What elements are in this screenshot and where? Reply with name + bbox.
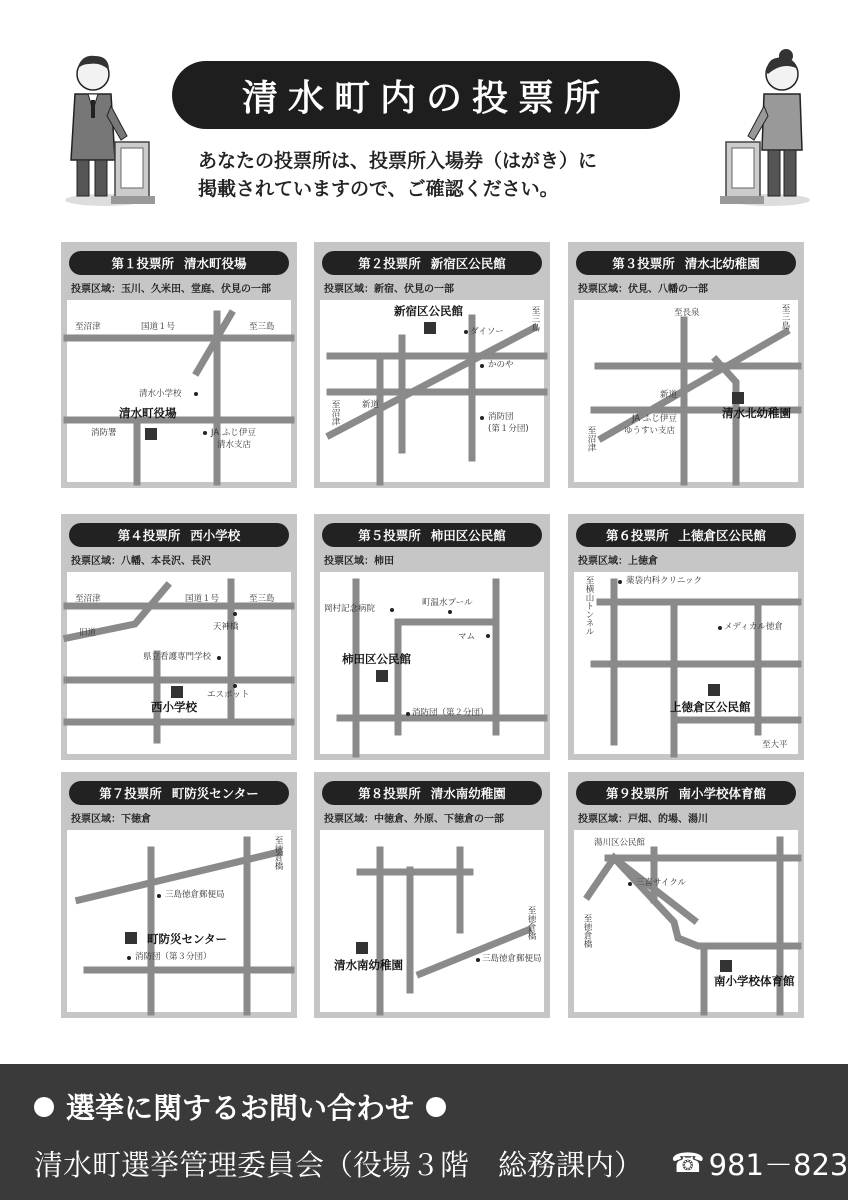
page-title: 清水町内の投票所 [172, 61, 680, 129]
landmark-dot [233, 684, 237, 688]
polling-place-6-name: 上徳倉区公民館 [678, 528, 767, 543]
contact-heading-text: 選挙に関するお問い合わせ [66, 1091, 415, 1125]
map-label: 新道 [660, 390, 678, 400]
polling-place-marker [125, 932, 137, 944]
polling-place-4-header [69, 523, 289, 547]
map-label: 湯川区公民館 [594, 838, 646, 848]
polling-place-7-name: 町防災センター [171, 786, 259, 801]
landmark-dot [480, 364, 484, 368]
polling-place-3-header [576, 251, 796, 275]
landmark-dot [203, 431, 207, 435]
polling-place-9-number: 第９投票所 [605, 786, 669, 801]
map-label: 至三島 [530, 306, 540, 332]
landmark-dot [390, 608, 394, 612]
map-label: 清水小学校 [139, 389, 182, 399]
polling-place-marker [171, 686, 183, 698]
landmark-dot [233, 612, 237, 616]
map-label: 至沼津 [75, 594, 101, 604]
map-label: 新宿区公民館 [394, 304, 463, 318]
map-label: 清水支店 [217, 440, 252, 450]
polling-place-7-map [67, 830, 291, 1012]
polling-place-2-map [320, 300, 544, 482]
landmark-dot [157, 894, 161, 898]
map-label: 至三島 [780, 304, 790, 330]
contact-heading [34, 1086, 446, 1127]
polling-place-9-area: 投票区域：戸畑、的場、湯川 [578, 814, 708, 825]
road-lines [67, 830, 291, 1012]
map-label: 清水南幼稚園 [334, 958, 403, 972]
landmark-dot [194, 392, 198, 396]
polling-place-marker [376, 670, 388, 682]
map-label: 国道１号 [141, 322, 176, 332]
map-label: 薬袋内科クリニック [626, 576, 702, 586]
polling-place-4-name: 西小学校 [190, 528, 241, 543]
polling-place-5-panel [314, 514, 550, 760]
polling-place-9-panel [568, 772, 804, 1018]
contact-phone: 981－8230 [708, 1148, 867, 1182]
contact-footer [0, 1064, 867, 1200]
polling-place-1-name: 清水町役場 [184, 256, 247, 271]
polling-place-9-name: 南小学校体育館 [678, 786, 767, 801]
map-label: 上徳倉区公民館 [670, 700, 751, 714]
polling-place-3-area: 投票区域：伏見、八幡の一部 [578, 284, 708, 295]
map-label: JA ふじ伊豆 [211, 428, 256, 438]
polling-place-6-number: 第６投票所 [605, 528, 669, 543]
map-label: かのや [488, 360, 514, 370]
map-label: 消防団（第３分団） [135, 952, 212, 962]
map-label: 三島徳倉郵便局 [482, 954, 542, 964]
polling-place-7-header [69, 781, 289, 805]
polling-place-marker [732, 392, 744, 404]
polling-place-5-number: 第５投票所 [358, 528, 421, 543]
polling-place-7-area: 投票区域：下徳倉 [71, 814, 151, 825]
polling-place-2-name: 新宿区公民館 [430, 256, 506, 271]
map-label: メディカル徳倉 [724, 622, 783, 632]
landmark-dot [718, 626, 722, 630]
polling-place-3-panel [568, 242, 804, 488]
polling-place-1-number: 第１投票所 [111, 256, 174, 271]
polling-place-6-area: 投票区域：上徳倉 [578, 556, 658, 567]
landmark-dot [217, 656, 221, 660]
landmark-dot [618, 580, 622, 584]
map-label: 至横山トンネル [584, 576, 594, 636]
landmark-dot [480, 416, 484, 420]
map-label: 国道１号 [185, 594, 220, 604]
polling-place-3-number: 第３投票所 [612, 256, 675, 271]
landmark-dot [464, 330, 468, 334]
landmark-dot [628, 882, 632, 886]
polling-place-2-panel [314, 242, 550, 488]
polling-place-6-panel [568, 514, 804, 760]
map-label: 旧道 [79, 628, 97, 638]
polling-place-1-panel [61, 242, 297, 488]
polling-place-3-map [574, 300, 798, 482]
polling-place-4-map [67, 572, 291, 754]
polling-place-5-header [322, 523, 542, 547]
polling-place-8-panel [314, 772, 550, 1018]
map-label: エスポット [207, 690, 250, 700]
man-voter-illustration [55, 50, 165, 215]
road-lines [574, 572, 798, 754]
polling-place-2-number: 第２投票所 [358, 256, 421, 271]
polling-place-8-number: 第８投票所 [358, 786, 421, 801]
intro-line-1: あなたの投票所は、投票所入場券（はがき）に [198, 150, 598, 172]
map-label: 新道 [362, 400, 380, 410]
polling-place-marker [145, 428, 157, 440]
polling-place-marker [356, 942, 368, 954]
woman-voter-illustration [710, 50, 820, 215]
polling-place-6-header [576, 523, 796, 547]
polling-place-5-map [320, 572, 544, 754]
map-label: 至沼津 [75, 322, 101, 332]
polling-place-6-map [574, 572, 798, 754]
polling-place-marker [424, 322, 436, 334]
polling-place-2-area: 投票区域：新宿、伏見の一部 [324, 284, 454, 295]
polling-place-9-map [574, 830, 798, 1012]
map-label: 清水町役場 [119, 406, 177, 420]
landmark-dot [127, 956, 131, 960]
map-label: 西小学校 [151, 700, 197, 714]
map-label: 至沼津 [586, 426, 596, 452]
polling-place-3-name: 清水北幼稚園 [684, 256, 760, 271]
map-label: マム [458, 632, 476, 642]
map-label: 南小学校体育館 [714, 974, 795, 988]
polling-place-4-panel [61, 514, 297, 760]
map-label: 町防災センター [147, 932, 228, 946]
landmark-dot [486, 634, 490, 638]
map-label: 至徳倉橋 [273, 836, 283, 870]
polling-place-8-header [322, 781, 542, 805]
polling-place-2-header [322, 251, 542, 275]
polling-place-5-area: 投票区域：柿田 [324, 556, 394, 567]
polling-place-8-name: 清水南幼稚園 [430, 786, 506, 801]
map-label: 柿田区公民館 [342, 652, 411, 666]
road-lines [574, 300, 798, 482]
polling-place-8-map [320, 830, 544, 1012]
map-label: 至三島 [249, 322, 275, 332]
polling-place-9-header [576, 781, 796, 805]
contact-line [34, 1143, 867, 1184]
polling-place-5-name: 柿田区公民館 [430, 528, 506, 543]
map-label: 至徳倉橋 [526, 906, 536, 940]
map-label: 岡村記念病院 [324, 604, 376, 614]
polling-place-marker [720, 960, 732, 972]
landmark-dot [476, 958, 480, 962]
polling-place-4-area: 投票区域：八幡、本長沢、長沢 [71, 556, 211, 567]
phone-icon: ☎ [671, 1148, 705, 1179]
map-label: 至三島 [249, 594, 275, 604]
contact-office: 清水町選挙管理委員会（役場３階 総務課内） [34, 1148, 644, 1182]
polling-place-4-number: 第４投票所 [117, 528, 181, 543]
road-lines [320, 830, 544, 1012]
intro-text [198, 147, 668, 203]
map-label: 清水北幼稚園 [722, 406, 791, 420]
map-label: 町温水プール [422, 598, 473, 608]
map-label: ダイソー [470, 327, 504, 337]
map-label: 消防団 [488, 412, 514, 422]
map-label: 至大平 [762, 740, 788, 750]
map-label: 至沼津 [330, 400, 340, 426]
map-label: 至長泉 [674, 308, 700, 318]
polling-place-1-header [69, 251, 289, 275]
map-label: 消防団（第２分団） [412, 708, 489, 718]
polling-place-1-map [67, 300, 291, 482]
map-label: 三島徳倉郵便局 [165, 890, 225, 900]
map-label: (第１分団) [488, 424, 529, 434]
map-label: 三喜サイクル [636, 878, 686, 888]
map-label: 至徳倉橋 [582, 914, 592, 948]
landmark-dot [448, 610, 452, 614]
polling-place-marker [708, 684, 720, 696]
map-label: JA ふじ伊豆 [632, 414, 677, 424]
polling-place-1-area: 投票区域：玉川、久米田、堂庭、伏見の一部 [71, 284, 271, 295]
map-label: ゆうすい支店 [624, 426, 676, 436]
polling-place-7-panel [61, 772, 297, 1018]
bullet-icon [34, 1097, 54, 1117]
map-label: 県立看護専門学校 [143, 652, 212, 662]
map-label: 消防署 [91, 428, 117, 438]
polling-place-8-area: 投票区域：中徳倉、外原、下徳倉の一部 [324, 814, 504, 825]
polling-place-7-number: 第７投票所 [99, 786, 162, 801]
intro-line-2: 掲載されていますので、ご確認ください。 [198, 178, 559, 200]
map-label: 天神橋 [213, 622, 239, 632]
bullet-icon [426, 1097, 446, 1117]
landmark-dot [406, 712, 410, 716]
